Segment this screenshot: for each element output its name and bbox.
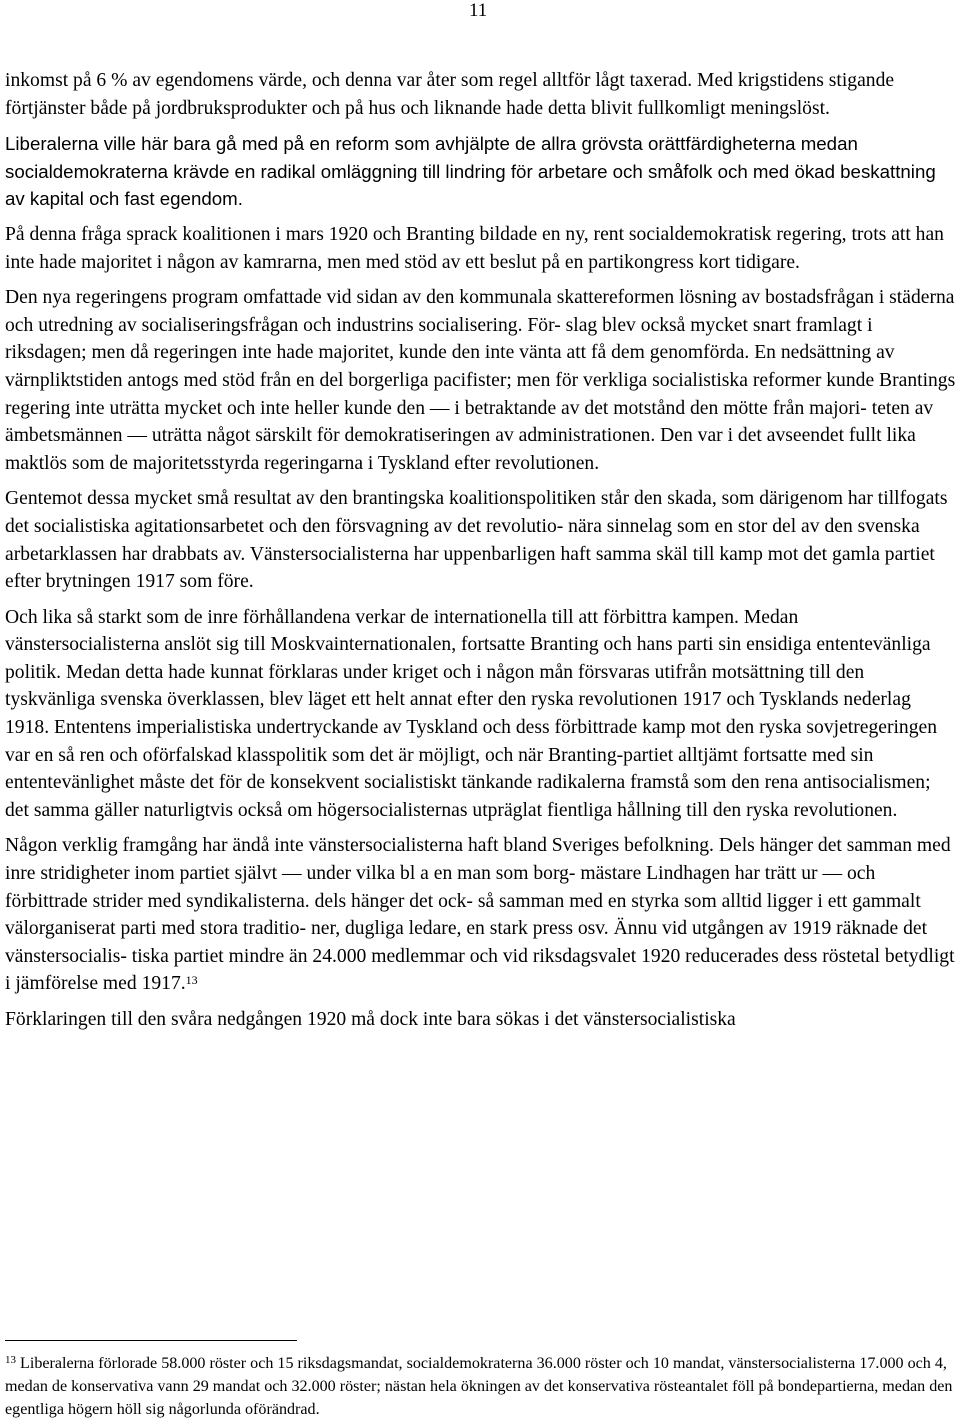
paragraph-2: Liberalerna ville här bara gå med på en reform som avhjälpte de allra grövsta orättfärdigheterna medan socialdemokraterna krävde en radikal omläggning till lindring för arbetare och småfolk och med ökad beskattning av kapital och fast egendom. [5,133,936,210]
document-body [5,67,957,1042]
paragraph-6: Och lika så starkt som de inre förhållandena verkar de internationella till att förbittra kampen. Medan vänstersocialisterna anslöt sig till Moskvainternationalen, fortsatte Branting och hans parti sin ensidiga ententevänliga politik. Medan detta hade kunnat förklaras under kriget och i någon mån försvaras utifrån motsättning till den tyskvänliga svenska överklassen, blev läget ett helt annat efter den ryska revolutionen 1917 och Tysklands nederlag 1918. Ententens imperialistiska undertryckande av Tyskland och dess förbittrade kamp mot den ryska sovjetregeringen var en så ren och oförfalskad klasspolitik som det är möjligt, och när Branting-partiet alltjämt fortsatte med sin ententevänlighet måste det för de konsekvent socialistiskt tänkande radikalerna framstå som den rena antisocialismen; det samma gäller naturligtvis också om högersocialisternas utpräglat fientliga hållning till den ryska revolutionen. [5,606,937,821]
footnote-divider [5,1340,297,1341]
paragraph-7: Någon verklig framgång har ändå inte vänstersocialisterna haft bland Sveriges befolkning. Dels hänger det samman med inre stridigheter inom partiet självt — under vilka bl a en man som borg- mästare Lindhagen har trätt ur — och förbittrade strider med syndikalisterna. dels hänger det ock- så samman med en styrka som alltid ligger i ett gammalt välorganiserat parti med stora traditio- ner, dugliga ledare, en stark press osv. Ännu vid utgången av 1919 räknade det vänstersocialis- tiska partiet mindre än 24.000 medlemmar och vid riksdagsvalet 1920 reducerades dess röstetal betydligt i jämförelse med 1917.13 [5,835,955,995]
paragraph-3: På denna fråga sprack koalitionen i mars 1920 och Branting bildade en ny, rent socialdemokratisk regering, trots att han inte hade majoritet i någon av kamrarna, men med stöd av ett beslut på en partikongress kort tidigare. [5,223,944,273]
paragraph-5: Gentemot dessa mycket små resultat av den brantingska koalitionspolitiken står den skada, som därigenom har tillfogats det socialistiska agitationsarbetet och den försvagning av det revolutio- nära sinnelag som en stor del av den svenska arbetarklassen har drabbats av. Vänstersocialisterna har uppenbarligen haft samma skäl till kamp mot det gamla partiet efter brytningen 1917 som före. [5,488,948,593]
footnote-number: 13 [5,1354,16,1366]
footnote-text: $^{13}$ Liberalerna förlorade 58.000 röster och 15 riksdagsmandat, socialdemokraterna 36.000 röster och 10 mandat, vänstersocialisterna 17.000 och 4, medan de konservativa vann 29 mandat och 32.000 röster; nästan hela ökningen av det konservativa rösteantalet föll på bondepartierna, medan den egentliga högern höll sig någorlunda oförändrad. [5,1354,953,1419]
footnote-13 [5,1352,957,1422]
paragraph-4: Den nya regeringens program omfattade vid sidan av den kommunala skattereformen lösning av bostadsfrågan i städerna och utredning av socialiseringsfrågan och industrins socialisering. För- slag blev också mycket snart framlagt i riksdagen; men då regeringen inte hade majoritet, kunde den inte vänta att få dem genomförda. En nedsättning av värnpliktstiden antogs med stöd från en del borgerliga pacifister; men för verkliga socialistiska reformer kunde Brantings regering inte uträtta mycket och inte heller kunde den — i betraktande av det motstånd den mötte från majori- teten av ämbetsmännen — uträtta något särskilt för demokratiseringen av administrationen. Den var i det avseendet fullt lika maktlös som de majoritetsstyrda regeringarna i Tyskland efter revolutionen. [5,287,956,474]
paragraph-1: inkomst på 6 % av egendomens värde, och denna var åter som regel alltför lågt taxerad. Med krigstidens stigande förtjänster både på jordbruksprodukter och på hus och liknande hade detta blivit fullkomligt meningslöst. [5,70,895,119]
page-number: 11 [469,0,488,21]
footnote-reference[interactable]: 13 [185,973,198,988]
paragraph-8: Förklaringen till den svåra nedgången 1920 må dock inte bara sökas i det vänstersocialistiska [5,1009,736,1030]
